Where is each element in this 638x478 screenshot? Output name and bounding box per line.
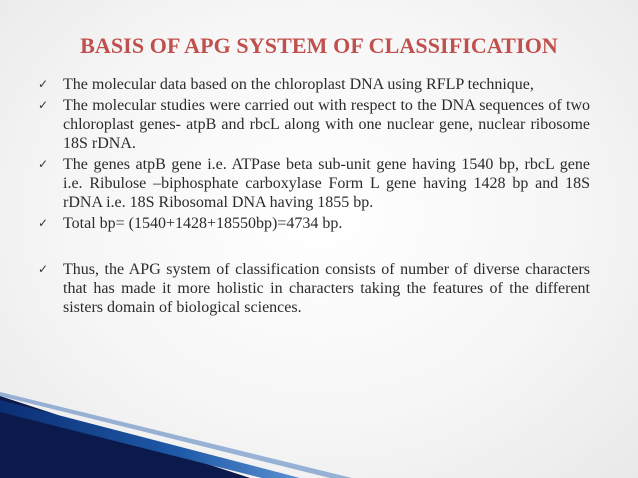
- bullet-text: The genes atpB gene i.e. ATPase beta sub-unit gene having 1540 bp, rbcL gene i.e. Ribulose –biphosphate carboxylase Form L gene having 1428 bp and 18S rDNA i.e. 18S Ribosomal DNA having 1855 bp.: [63, 156, 590, 211]
- bullet-text: Total bp= (1540+1428+18550bp)=4734 bp.: [63, 215, 343, 232]
- slide-title: BASIS OF APG SYSTEM OF CLASSIFICATION: [80, 33, 558, 58]
- bullet-text: Thus, the APG system of classification consists of number of diverse characters that has made it more holistic in characters taking the features of the different sisters domain of biological sciences.: [63, 261, 590, 316]
- bullet-text: The molecular studies were carried out with respect to the DNA sequences of two chloroplast genes- atpB and rbcL along with one nuclear gene, nuclear ribosome 18S rDNA.: [63, 97, 590, 152]
- check-mark-icon: ✓: [38, 98, 49, 112]
- bullet-text: The molecular data based on the chloroplast DNA using RFLP technique,: [63, 76, 534, 93]
- check-mark-icon: ✓: [38, 216, 49, 230]
- check-mark-icon: ✓: [38, 157, 49, 171]
- check-mark-icon: ✓: [38, 262, 49, 276]
- check-mark-icon: ✓: [38, 77, 49, 91]
